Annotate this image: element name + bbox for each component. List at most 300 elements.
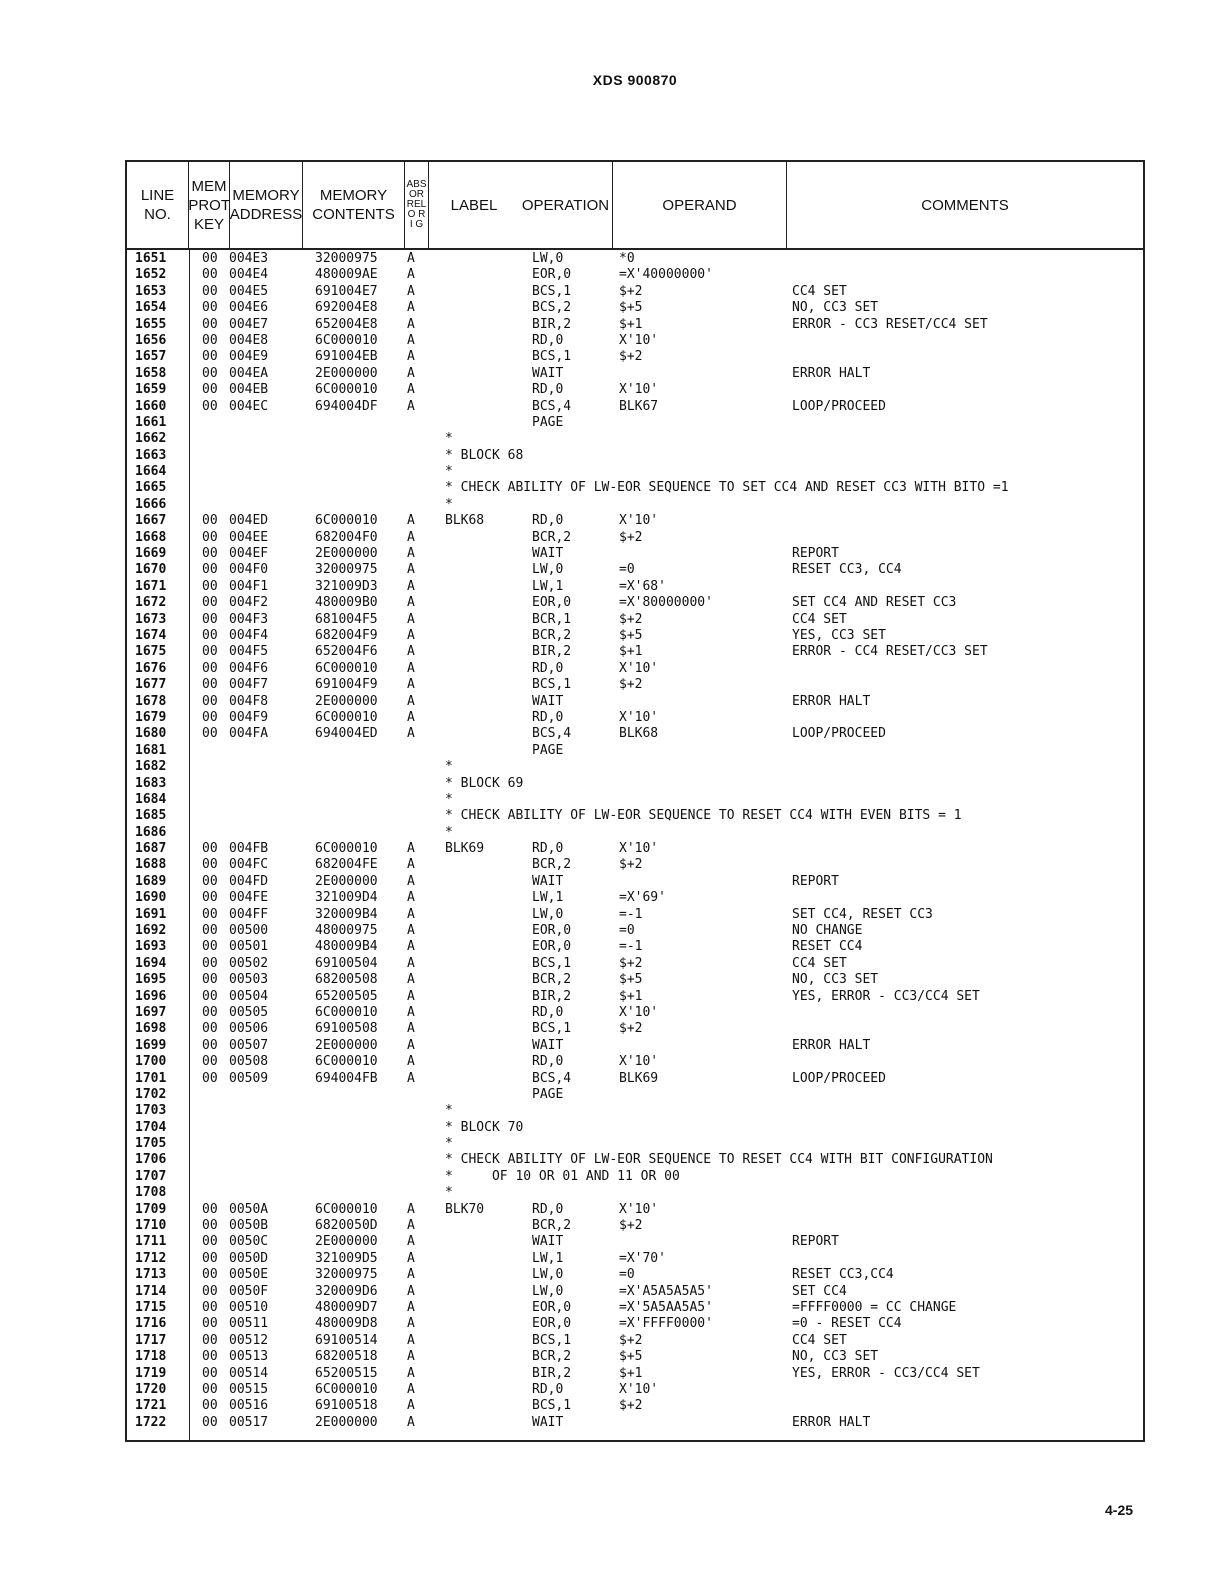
operand: $+2 <box>619 1021 643 1037</box>
rel-flag: A <box>407 693 415 709</box>
operation: BCR,2 <box>532 627 572 643</box>
rel-flag: A <box>407 365 415 381</box>
operand: $+2 <box>619 1398 643 1414</box>
operand: $+5 <box>619 1349 643 1365</box>
operand: X'10' <box>619 1004 659 1020</box>
operation: RD,0 <box>532 1004 564 1020</box>
memory-address: 004FD <box>229 873 269 889</box>
rel-flag: A <box>407 857 415 873</box>
rel-flag: A <box>407 529 415 545</box>
operation: LW,0 <box>532 906 564 922</box>
memory-contents: 69100508 <box>315 1021 378 1037</box>
prot-key: 00 <box>202 1021 218 1037</box>
prot-key: 00 <box>202 709 218 725</box>
comment: SET CC4 AND RESET CC3 <box>792 595 957 611</box>
line-number: 1694 <box>135 955 167 971</box>
line-number: 1706 <box>135 1152 167 1168</box>
memory-address: 004E3 <box>229 251 269 266</box>
memory-address: 00509 <box>229 1070 269 1086</box>
rel-flag: A <box>407 1349 415 1365</box>
listing-table <box>125 160 1145 1442</box>
memory-contents: 694004FB <box>315 1070 378 1086</box>
memory-contents: 32000975 <box>315 562 378 578</box>
comment-line: * CHECK ABILITY OF LW-EOR SEQUENCE TO RESET CC4 WITH EVEN BITS = 1 <box>445 808 962 824</box>
prot-key: 00 <box>202 562 218 578</box>
listing-row <box>127 890 1143 906</box>
table-header <box>127 162 1143 250</box>
line-number: 1713 <box>135 1267 167 1283</box>
comment: RESET CC3,CC4 <box>792 1267 894 1283</box>
line-number: 1703 <box>135 1103 167 1119</box>
listing-row <box>127 1382 1143 1398</box>
operation: PAGE <box>532 1086 564 1102</box>
operand: BLK67 <box>619 398 659 414</box>
comment-line: * BLOCK 68 <box>445 447 524 463</box>
operand: $+2 <box>619 529 643 545</box>
memory-address: 00507 <box>229 1037 269 1053</box>
line-number: 1690 <box>135 890 167 906</box>
comment: ERROR - CC4 RESET/CC3 SET <box>792 644 988 660</box>
line-number: 1677 <box>135 677 167 693</box>
rel-flag: A <box>407 890 415 906</box>
operation: BCS,4 <box>532 398 572 414</box>
comment: =FFFF0000 = CC CHANGE <box>792 1300 957 1315</box>
memory-address: 00512 <box>229 1332 269 1348</box>
operation: LW,1 <box>532 1250 564 1266</box>
line-number: 1669 <box>135 546 167 562</box>
operation: BCS,1 <box>532 677 572 693</box>
memory-address: 004FB <box>229 841 269 857</box>
rel-flag: A <box>407 906 415 922</box>
comment: YES, ERROR - CC3/CC4 SET <box>792 1365 980 1381</box>
memory-contents: 69100504 <box>315 955 378 971</box>
operation: RD,0 <box>532 332 564 348</box>
listing-row <box>127 1021 1143 1037</box>
line-number: 1693 <box>135 939 167 955</box>
memory-address: 004E7 <box>229 316 269 332</box>
listing-row <box>127 431 1143 447</box>
comment: SET CC4, RESET CC3 <box>792 906 933 922</box>
listing-row <box>127 644 1143 660</box>
listing-row <box>127 1169 1143 1185</box>
comment: CC4 SET <box>792 1332 847 1348</box>
prot-key: 00 <box>202 972 218 988</box>
rel-flag: A <box>407 316 415 332</box>
memory-contents: 6C000010 <box>315 841 378 857</box>
operand: $+5 <box>619 972 643 988</box>
memory-address: 00502 <box>229 955 269 971</box>
line-number: 1681 <box>135 742 167 758</box>
rel-flag: A <box>407 595 415 611</box>
line-number: 1665 <box>135 480 167 496</box>
memory-contents: 2E000000 <box>315 365 378 381</box>
rel-flag: A <box>407 1414 415 1430</box>
comment: ERROR HALT <box>792 365 871 381</box>
listing-row <box>127 1005 1143 1021</box>
comment: SET CC4 <box>792 1283 847 1299</box>
prot-key: 00 <box>202 300 218 316</box>
line-number: 1699 <box>135 1037 167 1053</box>
listing-row <box>127 448 1143 464</box>
col-operand: OPERAND <box>613 162 787 248</box>
memory-contents: 691004E7 <box>315 283 378 299</box>
operation: BIR,2 <box>532 1365 572 1381</box>
label: BLK68 <box>445 513 485 529</box>
prot-key: 00 <box>202 611 218 627</box>
rel-flag: A <box>407 1054 415 1070</box>
line-number: 1721 <box>135 1398 167 1414</box>
line-number: 1664 <box>135 464 167 480</box>
rel-flag: A <box>407 332 415 348</box>
comment-line: * <box>445 759 453 775</box>
memory-address: 00500 <box>229 923 269 939</box>
prot-key: 00 <box>202 873 218 889</box>
rel-flag: A <box>407 267 415 283</box>
rel-flag: A <box>407 660 415 676</box>
rel-flag: A <box>407 382 415 398</box>
memory-address: 004EB <box>229 382 269 398</box>
line-number: 1689 <box>135 873 167 889</box>
prot-key: 00 <box>202 1037 218 1053</box>
prot-key: 00 <box>202 578 218 594</box>
line-number: 1688 <box>135 857 167 873</box>
memory-address: 00508 <box>229 1054 269 1070</box>
comment: RESET CC4 <box>792 939 863 955</box>
memory-address: 00510 <box>229 1300 269 1315</box>
memory-contents: 6C000010 <box>315 382 378 398</box>
listing-row <box>127 1202 1143 1218</box>
memory-address: 004EE <box>229 529 269 545</box>
memory-address: 004FC <box>229 857 269 873</box>
listing-rows <box>127 251 1143 1431</box>
memory-address: 004ED <box>229 513 269 529</box>
operand: X'10' <box>619 1201 659 1217</box>
listing-row <box>127 333 1143 349</box>
line-number: 1656 <box>135 332 167 348</box>
operand: X'10' <box>619 1381 659 1397</box>
prot-key: 00 <box>202 660 218 676</box>
listing-row <box>127 1366 1143 1382</box>
operation: BCR,2 <box>532 857 572 873</box>
prot-key: 00 <box>202 398 218 414</box>
operand: X'10' <box>619 709 659 725</box>
col-comments: COMMENTS <box>921 196 1009 214</box>
memory-contents: 6C000010 <box>315 709 378 725</box>
line-number: 1705 <box>135 1136 167 1152</box>
line-number: 1662 <box>135 431 167 447</box>
memory-contents: 652004F6 <box>315 644 378 660</box>
memory-address: 004F1 <box>229 578 269 594</box>
comment-line: * <box>445 1185 453 1201</box>
memory-contents: 6820050D <box>315 1218 378 1234</box>
prot-key: 00 <box>202 726 218 742</box>
line-number: 1679 <box>135 709 167 725</box>
comment-line: * <box>445 1103 453 1119</box>
prot-key: 00 <box>202 627 218 643</box>
line-number: 1676 <box>135 660 167 676</box>
line-number: 1657 <box>135 349 167 365</box>
memory-address: 00517 <box>229 1414 269 1430</box>
memory-contents: 65200515 <box>315 1365 378 1381</box>
memory-contents: 321009D4 <box>315 890 378 906</box>
operand: $+5 <box>619 627 643 643</box>
rel-flag: A <box>407 1201 415 1217</box>
listing-row <box>127 628 1143 644</box>
operation: BCS,1 <box>532 1332 572 1348</box>
line-number: 1716 <box>135 1316 167 1332</box>
listing-row <box>127 841 1143 857</box>
operand: =X'69' <box>619 890 666 906</box>
comment: CC4 SET <box>792 611 847 627</box>
operand: X'10' <box>619 382 659 398</box>
operation: EOR,0 <box>532 595 572 611</box>
operation: LW,1 <box>532 890 564 906</box>
prot-key: 00 <box>202 251 218 266</box>
listing-row <box>127 956 1143 972</box>
memory-address: 0050D <box>229 1250 269 1266</box>
comment: =0 - RESET CC4 <box>792 1316 902 1332</box>
listing-row <box>127 874 1143 890</box>
col-abs-rel: ABS OR REL O R I G <box>405 162 429 248</box>
prot-key: 00 <box>202 546 218 562</box>
operation: EOR,0 <box>532 1316 572 1332</box>
listing-row <box>127 1054 1143 1070</box>
operand: $+2 <box>619 857 643 873</box>
line-number: 1719 <box>135 1365 167 1381</box>
listing-row <box>127 792 1143 808</box>
memory-contents: 6C000010 <box>315 513 378 529</box>
operand: =0 <box>619 562 635 578</box>
operand: =X'80000000' <box>619 595 713 611</box>
memory-address: 00516 <box>229 1398 269 1414</box>
operand: X'10' <box>619 841 659 857</box>
operation: BCS,1 <box>532 349 572 365</box>
prot-key: 00 <box>202 1300 218 1315</box>
listing-row <box>127 1284 1143 1300</box>
rel-flag: A <box>407 513 415 529</box>
rel-flag: A <box>407 398 415 414</box>
col-mem-prot-key: MEM PROT KEY <box>189 162 230 248</box>
memory-address: 004F0 <box>229 562 269 578</box>
line-number: 1666 <box>135 496 167 512</box>
prot-key: 00 <box>202 955 218 971</box>
memory-contents: 65200505 <box>315 988 378 1004</box>
memory-address: 00511 <box>229 1316 269 1332</box>
listing-row <box>127 1136 1143 1152</box>
comment: CC4 SET <box>792 955 847 971</box>
memory-contents: 68200518 <box>315 1349 378 1365</box>
line-number: 1678 <box>135 693 167 709</box>
listing-row <box>127 1415 1143 1431</box>
listing-row <box>127 907 1143 923</box>
line-number: 1672 <box>135 595 167 611</box>
listing-row <box>127 595 1143 611</box>
memory-contents: 480009B4 <box>315 939 378 955</box>
label: BLK70 <box>445 1201 485 1217</box>
listing-row <box>127 415 1143 431</box>
listing-row <box>127 612 1143 628</box>
memory-address: 0050E <box>229 1267 269 1283</box>
rel-flag: A <box>407 562 415 578</box>
memory-address: 0050C <box>229 1234 269 1250</box>
memory-address: 00503 <box>229 972 269 988</box>
comment: LOOP/PROCEED <box>792 1070 886 1086</box>
operation: RD,0 <box>532 1054 564 1070</box>
prot-key: 00 <box>202 529 218 545</box>
memory-address: 0050B <box>229 1218 269 1234</box>
comment-line: * <box>445 791 453 807</box>
operation: EOR,0 <box>532 923 572 939</box>
comment-line: * <box>445 496 453 512</box>
listing-row <box>127 562 1143 578</box>
listing-row <box>127 497 1143 513</box>
memory-contents: 652004E8 <box>315 316 378 332</box>
operand: X'10' <box>619 332 659 348</box>
memory-contents: 69100514 <box>315 1332 378 1348</box>
operation: BCS,4 <box>532 726 572 742</box>
line-number: 1684 <box>135 791 167 807</box>
operand: $+2 <box>619 677 643 693</box>
rel-flag: A <box>407 627 415 643</box>
memory-contents: 682004F0 <box>315 529 378 545</box>
memory-contents: 480009D7 <box>315 1300 378 1315</box>
operand: BLK68 <box>619 726 659 742</box>
listing-row <box>127 464 1143 480</box>
rel-flag: A <box>407 578 415 594</box>
prot-key: 00 <box>202 382 218 398</box>
listing-row <box>127 300 1143 316</box>
listing-row <box>127 579 1143 595</box>
line-number: 1674 <box>135 627 167 643</box>
operation: LW,0 <box>532 562 564 578</box>
memory-contents: 682004FE <box>315 857 378 873</box>
prot-key: 00 <box>202 1414 218 1430</box>
operation: BCS,1 <box>532 1398 572 1414</box>
operation: BCS,1 <box>532 283 572 299</box>
operand: =0 <box>619 1267 635 1283</box>
line-number: 1711 <box>135 1234 167 1250</box>
memory-contents: 480009D8 <box>315 1316 378 1332</box>
prot-key: 00 <box>202 906 218 922</box>
listing-row <box>127 857 1143 873</box>
operation: RD,0 <box>532 841 564 857</box>
operation: EOR,0 <box>532 939 572 955</box>
memory-contents: 6C000010 <box>315 1381 378 1397</box>
memory-contents: 682004F9 <box>315 627 378 643</box>
listing-row <box>127 546 1143 562</box>
operation: BCS,2 <box>532 300 572 316</box>
memory-contents: 32000975 <box>315 1267 378 1283</box>
comment: REPORT <box>792 1234 839 1250</box>
line-number: 1702 <box>135 1086 167 1102</box>
line-number: 1675 <box>135 644 167 660</box>
listing-row <box>127 694 1143 710</box>
comment-line: * CHECK ABILITY OF LW-EOR SEQUENCE TO SET CC4 AND RESET CC3 WITH BITO =1 <box>445 480 1009 496</box>
prot-key: 00 <box>202 1267 218 1283</box>
line-number: 1673 <box>135 611 167 627</box>
listing-row <box>127 939 1143 955</box>
operand: $+2 <box>619 1332 643 1348</box>
prot-key: 00 <box>202 1070 218 1086</box>
memory-address: 0050A <box>229 1201 269 1217</box>
memory-contents: 691004EB <box>315 349 378 365</box>
prot-key: 00 <box>202 1234 218 1250</box>
operation: BCS,1 <box>532 1021 572 1037</box>
operand: =-1 <box>619 939 643 955</box>
prot-key: 00 <box>202 1365 218 1381</box>
comment: REPORT <box>792 873 839 889</box>
line-number: 1696 <box>135 988 167 1004</box>
label: BLK69 <box>445 841 485 857</box>
memory-contents: 692004E8 <box>315 300 378 316</box>
line-number: 1692 <box>135 923 167 939</box>
operand: X'10' <box>619 1054 659 1070</box>
prot-key: 00 <box>202 988 218 1004</box>
prot-key: 00 <box>202 316 218 332</box>
comment-line: * <box>445 824 453 840</box>
operand: =X'68' <box>619 578 666 594</box>
comment-line: * BLOCK 69 <box>445 775 524 791</box>
memory-contents: 6C000010 <box>315 660 378 676</box>
listing-row <box>127 267 1143 283</box>
prot-key: 00 <box>202 857 218 873</box>
rel-flag: A <box>407 1381 415 1397</box>
comment-line: * <box>445 464 453 480</box>
listing-row <box>127 1398 1143 1414</box>
memory-address: 004FA <box>229 726 269 742</box>
operation: RD,0 <box>532 1201 564 1217</box>
operation: LW,0 <box>532 251 564 266</box>
line-number: 1654 <box>135 300 167 316</box>
operand: =0 <box>619 923 635 939</box>
line-number: 1680 <box>135 726 167 742</box>
comment: LOOP/PROCEED <box>792 726 886 742</box>
operand: =X'40000000' <box>619 267 713 283</box>
listing-row <box>127 661 1143 677</box>
operation: BIR,2 <box>532 988 572 1004</box>
prot-key: 00 <box>202 939 218 955</box>
listing-row <box>127 1185 1143 1201</box>
memory-contents: 2E000000 <box>315 693 378 709</box>
rel-flag: A <box>407 1021 415 1037</box>
memory-address: 00501 <box>229 939 269 955</box>
listing-row <box>127 1349 1143 1365</box>
line-number: 1685 <box>135 808 167 824</box>
listing-row <box>127 972 1143 988</box>
rel-flag: A <box>407 1365 415 1381</box>
memory-address: 004FE <box>229 890 269 906</box>
rel-flag: A <box>407 1004 415 1020</box>
operand: =-1 <box>619 906 643 922</box>
prot-key: 00 <box>202 349 218 365</box>
rel-flag: A <box>407 1070 415 1086</box>
operation: BCS,1 <box>532 955 572 971</box>
memory-contents: 320009B4 <box>315 906 378 922</box>
prot-key: 00 <box>202 1381 218 1397</box>
operation: RD,0 <box>532 660 564 676</box>
listing-row <box>127 1300 1143 1316</box>
line-number: 1668 <box>135 529 167 545</box>
col-memory-contents: MEMORY CONTENTS <box>303 162 405 248</box>
prot-key: 00 <box>202 1332 218 1348</box>
listing-row <box>127 1103 1143 1119</box>
rel-flag: A <box>407 923 415 939</box>
rel-flag: A <box>407 939 415 955</box>
rel-flag: A <box>407 1250 415 1266</box>
operation: WAIT <box>532 1234 564 1250</box>
operation: EOR,0 <box>532 1300 572 1315</box>
memory-address: 00505 <box>229 1004 269 1020</box>
